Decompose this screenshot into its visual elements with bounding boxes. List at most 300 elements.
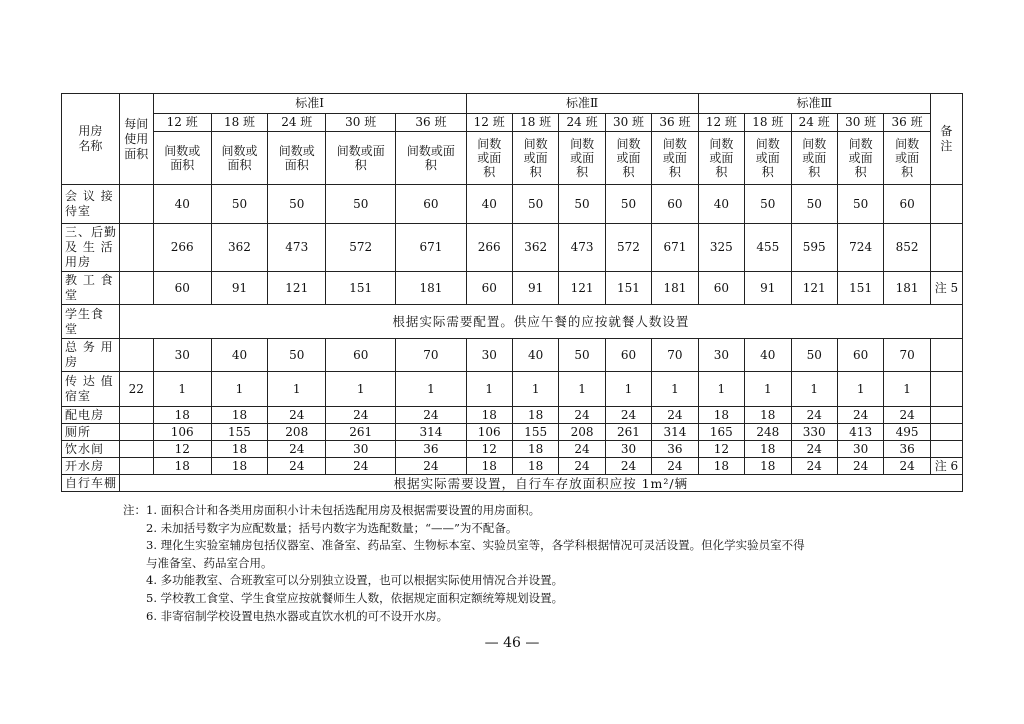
- cell-text: 使用: [124, 131, 149, 146]
- header-row: [62, 132, 963, 185]
- table-cell: 60: [605, 339, 651, 372]
- table-cell: 60: [884, 185, 931, 224]
- table-cell: 18: [211, 458, 268, 475]
- table-cell: 106: [153, 424, 211, 441]
- cell-text: 面积: [284, 158, 309, 172]
- header-count-or-area: [698, 132, 744, 185]
- page-number: — 46 —: [484, 635, 540, 651]
- table-row: [62, 441, 963, 458]
- table-cell: 1: [268, 372, 326, 407]
- area-per-room: [119, 407, 153, 424]
- table-cell: 30: [466, 339, 512, 372]
- cell-text: 注: [940, 139, 953, 153]
- table-cell: 60: [396, 185, 466, 224]
- table-cell: 495: [884, 424, 931, 441]
- cell-text: 堂: [65, 321, 79, 336]
- table-cell: 40: [466, 185, 512, 224]
- cell-text: 间数: [477, 137, 502, 151]
- cell-text: 或面: [755, 151, 780, 165]
- table-cell: 248: [745, 424, 791, 441]
- table-cell: 24: [884, 407, 931, 424]
- table-cell: 1: [652, 372, 698, 407]
- header-class-count: 18 班: [512, 114, 558, 132]
- cell-text: 开水房: [65, 458, 105, 473]
- table-cell: 50: [268, 185, 326, 224]
- table-cell: 12: [153, 441, 211, 458]
- header-standard-3: 标准Ⅲ: [698, 94, 930, 114]
- header-area-per-room: [119, 94, 153, 185]
- cell-text: 每间: [124, 116, 149, 131]
- cell-text: 饮水间: [65, 441, 105, 456]
- cell-text: 积: [668, 165, 681, 179]
- table-cell: 24: [605, 407, 651, 424]
- table-cell: 24: [884, 458, 931, 475]
- header-class-count: 36 班: [652, 114, 698, 132]
- note-line: [112, 520, 952, 538]
- room-name: [62, 185, 120, 224]
- table-cell: 151: [326, 272, 396, 305]
- table-cell: 261: [605, 424, 651, 441]
- remark-cell: [930, 441, 962, 458]
- table-cell: 671: [652, 224, 698, 272]
- cell-text: 积: [354, 158, 367, 172]
- table-cell: 30: [153, 339, 211, 372]
- cell-text: 积: [576, 165, 589, 179]
- cell-text: 间数: [662, 137, 687, 151]
- table-cell: 40: [698, 185, 744, 224]
- table-cell: 18: [698, 458, 744, 475]
- cell-text: 传 达 值: [65, 374, 114, 388]
- table-cell: 18: [466, 407, 512, 424]
- remark-cell: [930, 424, 962, 441]
- table-cell: 1: [698, 372, 744, 407]
- cell-text: 厕所: [65, 424, 92, 439]
- cell-text: 或面: [848, 151, 873, 165]
- area-per-room: [119, 272, 153, 305]
- table-cell: 24: [396, 407, 466, 424]
- table-cell: 40: [745, 339, 791, 372]
- cell-text: 积: [854, 165, 867, 179]
- table-cell: 572: [326, 224, 396, 272]
- cell-text: 积: [901, 165, 914, 179]
- header-count-or-area: [466, 132, 512, 185]
- footnotes: [112, 502, 952, 625]
- cell-text: 配电房: [65, 407, 105, 422]
- table-cell: 24: [268, 458, 326, 475]
- header-count-or-area: [559, 132, 605, 185]
- header-class-count: 12 班: [698, 114, 744, 132]
- table-cell: 18: [745, 458, 791, 475]
- header-row: [62, 94, 963, 114]
- header-room-name: [62, 94, 120, 185]
- table-row: [62, 339, 963, 372]
- table-cell: 91: [745, 272, 791, 305]
- table-cell: 50: [605, 185, 651, 224]
- cell-text: 名称: [78, 139, 103, 153]
- table-cell: 24: [837, 458, 883, 475]
- table-cell: 18: [745, 441, 791, 458]
- room-name: [62, 272, 120, 305]
- remark-cell: 注 5: [930, 272, 962, 305]
- table-cell: 1: [605, 372, 651, 407]
- table-cell: 30: [698, 339, 744, 372]
- table-cell: 30: [326, 441, 396, 458]
- table-cell: 1: [791, 372, 837, 407]
- table-cell: 362: [211, 224, 268, 272]
- table-cell: 24: [268, 407, 326, 424]
- header-class-count: 36 班: [396, 114, 466, 132]
- header-class-count: 12 班: [466, 114, 512, 132]
- table-cell: 1: [837, 372, 883, 407]
- cell-text: 积: [808, 165, 821, 179]
- table-cell: 91: [512, 272, 558, 305]
- cell-text: 面积: [227, 158, 252, 172]
- table-cell: 24: [559, 407, 605, 424]
- header-count-or-area: [745, 132, 791, 185]
- table-cell: 473: [559, 224, 605, 272]
- cell-text: 用房: [78, 124, 103, 138]
- table-cell: 1: [211, 372, 268, 407]
- table-cell: 50: [512, 185, 558, 224]
- note-text: 5. 学校教工食堂、学生食堂应按就餐师生人数，依据规定面积定额统筹规划设置。: [146, 590, 564, 605]
- table-cell: 24: [791, 441, 837, 458]
- cell-text: 间数: [755, 137, 780, 151]
- room-name: [62, 458, 120, 475]
- area-per-room: [119, 185, 153, 224]
- table-cell: 18: [512, 441, 558, 458]
- header-standard-1: 标准Ⅰ: [153, 94, 466, 114]
- cell-text: 间数: [895, 137, 920, 151]
- table-cell: 60: [326, 339, 396, 372]
- cell-text: 及 生 活: [65, 240, 114, 254]
- area-per-room: [119, 424, 153, 441]
- cell-text: 宿室: [65, 389, 92, 403]
- table-cell: 181: [652, 272, 698, 305]
- cell-text: 或面: [709, 151, 734, 165]
- cell-text: 积: [715, 165, 728, 179]
- cell-text: 积: [424, 158, 437, 172]
- table-cell: 1: [559, 372, 605, 407]
- note-text: 1. 面积合计和各类用房面积小计未包括选配用房及根据需要设置的用房面积。: [146, 503, 541, 517]
- table-cell: 24: [791, 407, 837, 424]
- table-cell: 413: [837, 424, 883, 441]
- remark-cell: [930, 339, 962, 372]
- table-cell: 50: [559, 185, 605, 224]
- table-cell: 18: [211, 407, 268, 424]
- table-cell: 181: [396, 272, 466, 305]
- table-cell: 70: [396, 339, 466, 372]
- header-remark: [930, 94, 962, 185]
- table-cell: 121: [559, 272, 605, 305]
- table-cell: 18: [153, 458, 211, 475]
- header-count-or-area: [837, 132, 883, 185]
- header-count-or-area: [652, 132, 698, 185]
- table-cell: 24: [326, 458, 396, 475]
- cell-text: 或面: [523, 151, 548, 165]
- header-count-or-area: [884, 132, 931, 185]
- cell-text: 总 务 用: [65, 340, 114, 354]
- cell-text: 教 工 食: [65, 273, 114, 287]
- table-row: [62, 372, 963, 407]
- table-cell: 266: [153, 224, 211, 272]
- room-name: [62, 424, 120, 441]
- table-cell: 18: [153, 407, 211, 424]
- table-cell: 40: [512, 339, 558, 372]
- table-cell: 18: [211, 441, 268, 458]
- table-cell: 18: [512, 407, 558, 424]
- cell-text: 备: [940, 124, 953, 138]
- area-per-room: [119, 441, 153, 458]
- cell-text: 间数或面: [336, 144, 385, 158]
- note-line: [112, 608, 952, 626]
- header-class-count: 24 班: [791, 114, 837, 132]
- table-cell: 60: [698, 272, 744, 305]
- cell-text: 积: [622, 165, 635, 179]
- table-cell: 60: [466, 272, 512, 305]
- table-cell: 155: [512, 424, 558, 441]
- header-class-count: 36 班: [884, 114, 931, 132]
- cell-text: 学生食: [65, 306, 105, 321]
- header-class-count: 18 班: [211, 114, 268, 132]
- area-per-room: [119, 458, 153, 475]
- cell-text: 或面: [616, 151, 641, 165]
- area-per-room: [119, 339, 153, 372]
- table-cell: 24: [396, 458, 466, 475]
- header-class-count: 30 班: [326, 114, 396, 132]
- cell-text: 三、后勤: [65, 225, 118, 239]
- table-cell: 24: [652, 407, 698, 424]
- cell-text: 待室: [65, 204, 92, 218]
- cell-text: 用房: [65, 255, 92, 269]
- table-cell: 24: [559, 458, 605, 475]
- table-cell: 18: [745, 407, 791, 424]
- table-cell: 1: [745, 372, 791, 407]
- header-class-count: 30 班: [837, 114, 883, 132]
- table-cell: 60: [652, 185, 698, 224]
- table-cell: 181: [884, 272, 931, 305]
- table-cell: 12: [698, 441, 744, 458]
- table-cell: 36: [884, 441, 931, 458]
- table-cell: 60: [837, 339, 883, 372]
- cell-text: 间数: [709, 137, 734, 151]
- table-row: [62, 185, 963, 224]
- header-standard-2: 标准Ⅱ: [466, 94, 698, 114]
- remark-cell: [930, 185, 962, 224]
- table-cell: 595: [791, 224, 837, 272]
- table-cell: 36: [652, 441, 698, 458]
- header-count-or-area: [791, 132, 837, 185]
- table-cell: 165: [698, 424, 744, 441]
- table-cell: 50: [268, 339, 326, 372]
- table-cell: 24: [791, 458, 837, 475]
- cell-text: 自行车棚: [65, 475, 118, 490]
- header-count-or-area: [605, 132, 651, 185]
- table-cell: 24: [837, 407, 883, 424]
- table-cell: 121: [268, 272, 326, 305]
- table-cell: 50: [745, 185, 791, 224]
- table-row: [62, 475, 963, 492]
- cell-text: 间数: [848, 137, 873, 151]
- remark-cell: 注 6: [930, 458, 962, 475]
- remark-cell: [930, 224, 962, 272]
- room-standards-table: [61, 93, 963, 492]
- table-cell: 60: [153, 272, 211, 305]
- header-count-or-area: [268, 132, 326, 185]
- header-class-count: 24 班: [559, 114, 605, 132]
- note-lead: 注：: [123, 503, 146, 517]
- note-text: 与准备室、药品室合用。: [146, 555, 273, 570]
- table-cell: 18: [698, 407, 744, 424]
- room-name: [62, 372, 120, 407]
- note-text: 3. 理化生实验室辅房包括仪器室、准备室、药品室、生物标本室、实验员室等，各学科根据情况可灵活设置。但化学实验员室不得: [146, 538, 805, 553]
- table-cell: 50: [211, 185, 268, 224]
- table-cell: 266: [466, 224, 512, 272]
- table-cell: 151: [605, 272, 651, 305]
- table-row: [62, 305, 963, 339]
- table-cell: 40: [211, 339, 268, 372]
- cell-text: 房: [65, 355, 79, 369]
- table-cell: 208: [268, 424, 326, 441]
- room-name: [62, 305, 120, 339]
- table-cell: 70: [884, 339, 931, 372]
- note-line: [112, 555, 952, 573]
- cell-text: 间数或: [164, 144, 201, 158]
- table-cell: 724: [837, 224, 883, 272]
- table-cell: 155: [211, 424, 268, 441]
- cell-text: 间数或: [221, 144, 258, 158]
- table-cell: 151: [837, 272, 883, 305]
- note-text: 6. 非寄宿制学校设置电热水器或直饮水机的可不设开水房。: [146, 608, 449, 623]
- table-row: [62, 224, 963, 272]
- cell-text: 会 议 接: [65, 189, 114, 203]
- cell-text: 积: [529, 165, 542, 179]
- table-cell: 24: [559, 441, 605, 458]
- cell-text: 或面: [662, 151, 687, 165]
- cell-text: 或面: [477, 151, 502, 165]
- header-row: [62, 114, 963, 132]
- table-cell: 1: [396, 372, 466, 407]
- table-cell: 24: [652, 458, 698, 475]
- cell-text: 或面: [802, 151, 827, 165]
- table-cell: 36: [396, 441, 466, 458]
- table-cell: 261: [326, 424, 396, 441]
- header-class-count: 30 班: [605, 114, 651, 132]
- table-cell: 106: [466, 424, 512, 441]
- room-name: [62, 224, 120, 272]
- cell-text: 积: [483, 165, 496, 179]
- header-count-or-area: [153, 132, 211, 185]
- merged-note-cell: 根据实际需要配置。供应午餐的应按就餐人数设置: [119, 305, 962, 339]
- remark-cell: [930, 372, 962, 407]
- table-cell: 50: [326, 185, 396, 224]
- table-cell: 208: [559, 424, 605, 441]
- table-cell: 1: [153, 372, 211, 407]
- note-line: [112, 572, 952, 590]
- table-cell: 30: [605, 441, 651, 458]
- cell-text: 间数或: [278, 144, 315, 158]
- header-count-or-area: [396, 132, 466, 185]
- cell-text: 面积: [124, 146, 149, 161]
- table-cell: 330: [791, 424, 837, 441]
- room-name: [62, 407, 120, 424]
- area-per-room: [119, 224, 153, 272]
- table-cell: 12: [466, 441, 512, 458]
- table-cell: 362: [512, 224, 558, 272]
- table-cell: 852: [884, 224, 931, 272]
- table-cell: 30: [837, 441, 883, 458]
- table-cell: 314: [652, 424, 698, 441]
- table-row: [62, 407, 963, 424]
- cell-text: 或面: [570, 151, 595, 165]
- room-name: [62, 339, 120, 372]
- merged-note-cell: 根据实际需要设置，自行车存放面积应按 1m²/辆: [119, 475, 962, 492]
- cell-text: 间数: [570, 137, 595, 151]
- table-cell: 121: [791, 272, 837, 305]
- table-cell: 18: [512, 458, 558, 475]
- remark-cell: [930, 407, 962, 424]
- note-text: 4. 多功能教室、合班教室可以分别独立设置，也可以根据实际使用情况合并设置。: [146, 573, 564, 588]
- table-cell: 671: [396, 224, 466, 272]
- cell-text: 间数或面: [406, 144, 455, 158]
- table-cell: 50: [791, 185, 837, 224]
- table-cell: 91: [211, 272, 268, 305]
- header-class-count: 12 班: [153, 114, 211, 132]
- table-row: [62, 458, 963, 475]
- table-cell: 50: [559, 339, 605, 372]
- table-cell: 455: [745, 224, 791, 272]
- table-row: [62, 272, 963, 305]
- cell-text: 间数: [523, 137, 548, 151]
- table-cell: 70: [652, 339, 698, 372]
- table-row: [62, 424, 963, 441]
- room-name: [62, 441, 120, 458]
- cell-text: 积: [761, 165, 774, 179]
- note-line: [112, 502, 952, 520]
- note-text: 2. 未加括号数字为应配数量；括号内数字为选配数量；“——”为不配备。: [146, 520, 518, 535]
- table-cell: 325: [698, 224, 744, 272]
- cell-text: 间数: [802, 137, 827, 151]
- table-cell: 50: [791, 339, 837, 372]
- table-cell: 24: [268, 441, 326, 458]
- area-per-room: 22: [119, 372, 153, 407]
- header-count-or-area: [326, 132, 396, 185]
- table-cell: 1: [512, 372, 558, 407]
- table-cell: 40: [153, 185, 211, 224]
- table-cell: 50: [837, 185, 883, 224]
- table-cell: 314: [396, 424, 466, 441]
- cell-text: 面积: [170, 158, 195, 172]
- table-cell: 1: [466, 372, 512, 407]
- header-count-or-area: [211, 132, 268, 185]
- table-cell: 1: [326, 372, 396, 407]
- header-class-count: 24 班: [268, 114, 326, 132]
- table-body: [62, 94, 963, 492]
- table-cell: 24: [605, 458, 651, 475]
- room-name: [62, 475, 120, 492]
- header-count-or-area: [512, 132, 558, 185]
- header-class-count: 18 班: [745, 114, 791, 132]
- cell-text: 或面: [895, 151, 920, 165]
- cell-text: 间数: [616, 137, 641, 151]
- table-cell: 18: [466, 458, 512, 475]
- table-cell: 473: [268, 224, 326, 272]
- note-line: [112, 590, 952, 608]
- cell-text: 堂: [65, 288, 79, 302]
- note-line: [112, 537, 952, 555]
- table-cell: 1: [884, 372, 931, 407]
- table-cell: 572: [605, 224, 651, 272]
- table-cell: 24: [326, 407, 396, 424]
